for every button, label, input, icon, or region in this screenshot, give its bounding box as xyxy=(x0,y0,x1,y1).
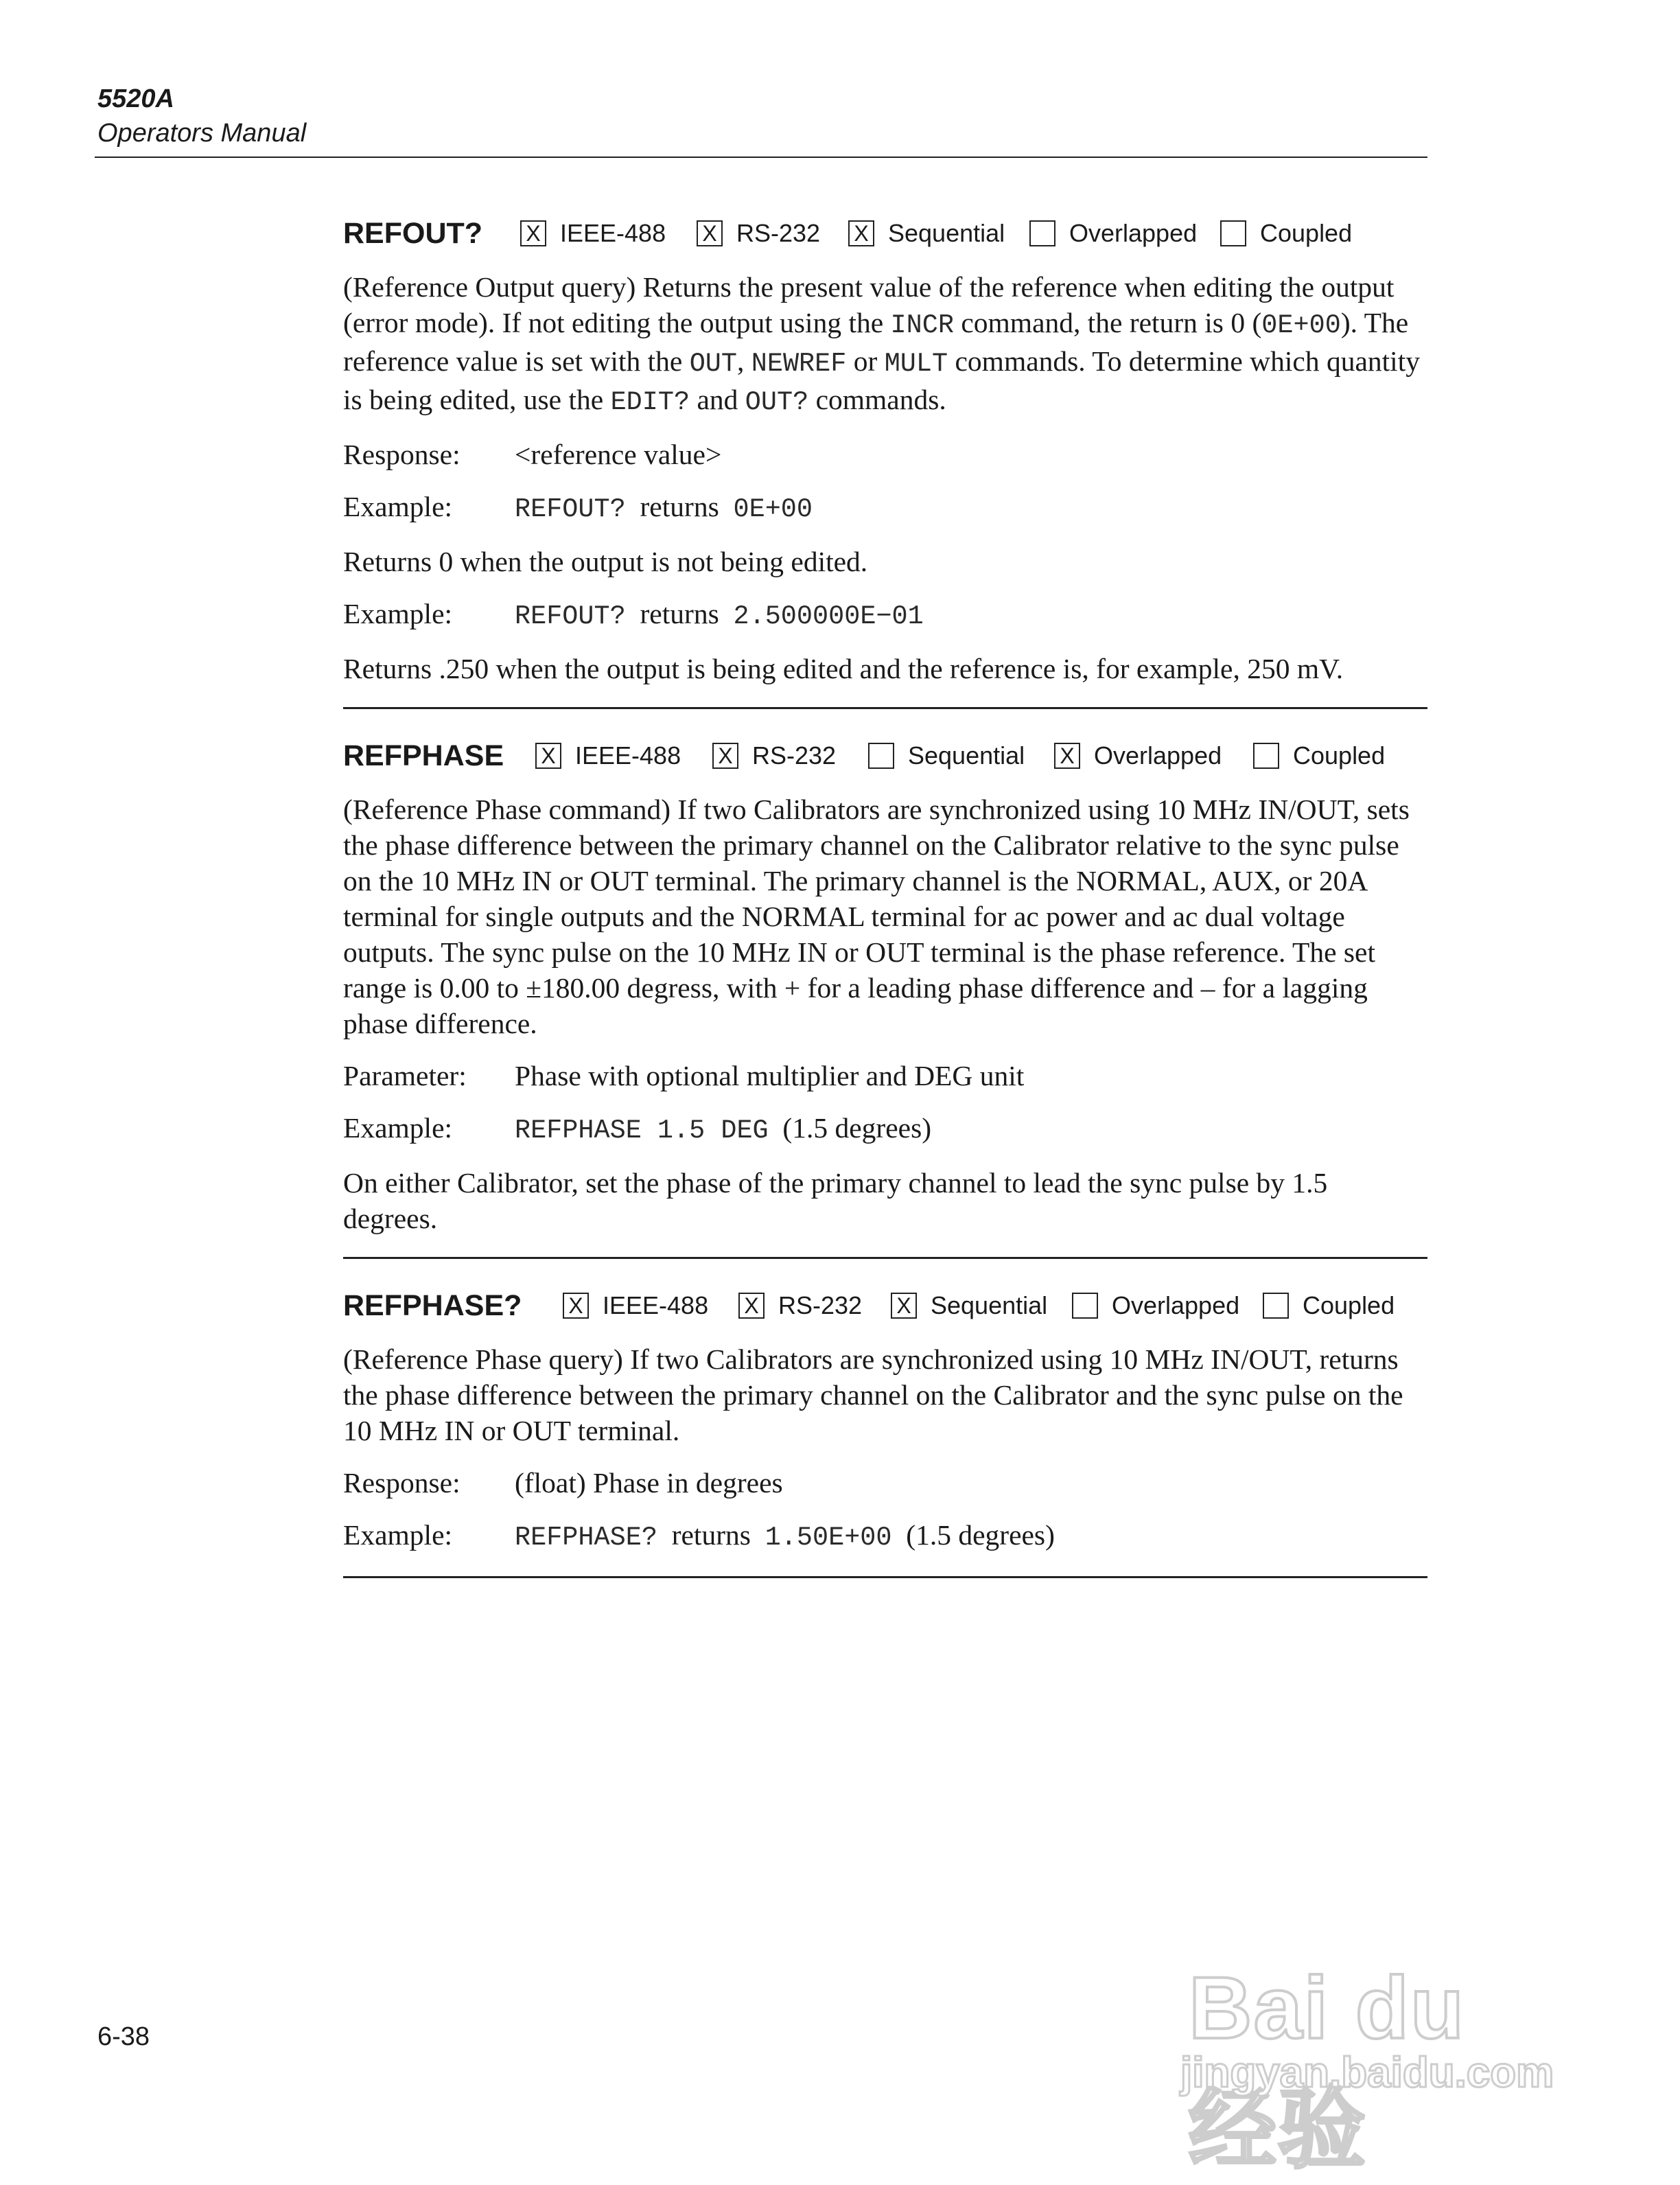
command-header xyxy=(343,214,1427,253)
example-row xyxy=(343,489,1427,527)
flag-checkbox xyxy=(1263,1293,1289,1319)
flag-checkbox: X xyxy=(535,743,561,769)
desc-text: ). The reference value is set with the xyxy=(343,307,1409,377)
example-row xyxy=(343,1517,1427,1556)
parameter-row xyxy=(343,1058,1427,1094)
flag-checkbox: X xyxy=(520,220,546,246)
desc-text: , xyxy=(737,345,751,377)
example-value xyxy=(515,1517,1427,1556)
flag-label: IEEE-488 xyxy=(575,741,681,770)
flag-label: IEEE-488 xyxy=(603,1291,709,1319)
example-code: REFOUT? xyxy=(515,601,626,632)
command-description xyxy=(343,269,1427,420)
desc-code: EDIT? xyxy=(610,387,690,417)
flag-label: RS-232 xyxy=(778,1291,863,1319)
desc-code: OUT? xyxy=(745,387,809,417)
desc-code: 0E+00 xyxy=(1261,310,1341,340)
flag-checkbox: X xyxy=(712,743,738,769)
command-name: REFPHASE xyxy=(343,739,504,772)
example-value xyxy=(515,596,1427,634)
watermark-url: jingyan.baidu.com xyxy=(1180,2049,1554,2096)
example-result: 2.500000E−01 xyxy=(733,601,924,632)
response-label: Response: xyxy=(343,1467,460,1499)
flag-overlapped xyxy=(1054,741,1253,770)
example-note: Returns .250 when the output is being edited and the reference is, for example, 250 mV. xyxy=(343,653,1344,684)
desc-code: INCR xyxy=(890,310,954,340)
desc-code: MULT xyxy=(884,349,948,379)
desc-text: and xyxy=(690,384,745,415)
command-name: REFOUT? xyxy=(343,216,483,250)
example-value xyxy=(515,489,1427,527)
flag-coupled xyxy=(1263,1291,1395,1320)
desc-text: command, the return is 0 ( xyxy=(953,307,1262,338)
example-value xyxy=(515,1110,1427,1148)
flag-checkbox xyxy=(1220,220,1246,246)
flag-coupled xyxy=(1220,219,1352,248)
flag-checkbox xyxy=(1029,220,1055,246)
flag-label: Coupled xyxy=(1260,219,1353,247)
parameter-value: Phase with optional multiplier and DEG unit xyxy=(515,1060,1025,1091)
flag-label: Overlapped xyxy=(1094,741,1222,770)
flag-checkbox xyxy=(1072,1293,1098,1319)
flag-sequential xyxy=(891,1291,1072,1320)
header-rule xyxy=(95,157,1427,158)
flag-ieee488 xyxy=(563,1291,738,1320)
flag-ieee488 xyxy=(520,219,697,248)
header-model: 5520A xyxy=(97,84,174,113)
flag-label: Coupled xyxy=(1303,1291,1395,1319)
example-code: REFOUT? xyxy=(515,494,626,524)
flag-overlapped xyxy=(1072,1291,1263,1320)
parameter-label: Parameter: xyxy=(343,1060,467,1091)
example-label: Example: xyxy=(343,1112,453,1144)
command-name: REFPHASE? xyxy=(343,1288,522,1322)
flag-sequential xyxy=(848,219,1029,248)
example-note: Returns 0 when the output is not being edited. xyxy=(343,546,868,577)
response-value: <reference value> xyxy=(515,439,722,470)
page-content xyxy=(343,214,1427,1606)
command-description: (Reference Phase command) If two Calibrators are synchronized using 10 MHz IN/OUT, sets the phase difference between the primary channel on the Calibrator relative to the sync pulse on the 10 MHz IN or OUT terminal. The primary channel is the NORMAL, AUX, or 20A terminal for single outputs and the NORMAL terminal for ac power and ac dual voltage outputs. The sync pulse on the 10 MHz IN or OUT terminal is the phase reference. The set range is 0.00 to ±180.00 degress, with + for a leading phase difference and – for a lagging phase difference. xyxy=(343,794,1410,1039)
flag-checkbox xyxy=(868,743,894,769)
flag-coupled xyxy=(1253,741,1385,770)
flag-label: Sequential xyxy=(931,1291,1048,1319)
desc-text: commands. xyxy=(808,384,946,415)
desc-code: OUT xyxy=(689,349,737,379)
example-mid: returns xyxy=(640,491,719,522)
example-after: (1.5 degrees) xyxy=(782,1112,932,1144)
flag-rs232 xyxy=(738,1291,891,1320)
command-description: (Reference Phase query) If two Calibrators are synchronized using 10 MHz IN/OUT, returns the phase difference between the primary channel on the Calibrator and the sync pulse on the 10 MHz IN or OUT terminal. xyxy=(343,1343,1403,1446)
desc-text: or xyxy=(846,345,885,377)
command-refphase xyxy=(343,737,1427,1259)
watermark xyxy=(1180,1903,1565,2179)
command-header xyxy=(343,737,1427,775)
watermark-logo: Bai du 经验 xyxy=(1189,1959,1466,2179)
desc-code: NEWREF xyxy=(751,349,847,379)
flag-checkbox: X xyxy=(738,1293,765,1319)
flag-label: Overlapped xyxy=(1112,1291,1240,1319)
flag-checkbox: X xyxy=(891,1293,917,1319)
example-label: Example: xyxy=(343,1519,453,1551)
response-row xyxy=(343,437,1427,472)
flag-label: Coupled xyxy=(1293,741,1386,770)
response-value: (float) Phase in degrees xyxy=(515,1467,783,1499)
flag-label: Overlapped xyxy=(1069,219,1198,247)
flag-ieee488 xyxy=(535,741,712,770)
example-mid: returns xyxy=(671,1519,751,1551)
flag-checkbox: X xyxy=(1054,743,1080,769)
desc-text: commands. To determine which quantity is being edited, use the xyxy=(343,345,1420,415)
flag-label: Sequential xyxy=(888,219,1005,247)
flag-rs232 xyxy=(697,219,848,248)
flag-checkbox xyxy=(1253,743,1279,769)
flag-checkbox: X xyxy=(848,220,874,246)
response-label: Response: xyxy=(343,439,460,470)
example-code: REFPHASE 1.5 DEG xyxy=(515,1115,769,1146)
flag-label: RS-232 xyxy=(752,741,837,770)
flag-overlapped xyxy=(1029,219,1220,248)
example-result: 1.50E+00 xyxy=(765,1523,892,1553)
example-label: Example: xyxy=(343,491,453,522)
flag-label: IEEE-488 xyxy=(560,219,666,247)
header-title: Operators Manual xyxy=(97,119,307,148)
example-label: Example: xyxy=(343,598,453,629)
command-header xyxy=(343,1286,1427,1325)
command-refphase-query xyxy=(343,1286,1427,1578)
flag-label: Sequential xyxy=(908,741,1025,770)
flag-checkbox: X xyxy=(563,1293,589,1319)
example-code: REFPHASE? xyxy=(515,1523,657,1553)
example-mid: returns xyxy=(640,598,719,629)
command-refout-query xyxy=(343,214,1427,709)
flag-checkbox: X xyxy=(697,220,723,246)
flag-rs232 xyxy=(712,741,868,770)
example-after: (1.5 degrees) xyxy=(906,1519,1055,1551)
page-number: 6-38 xyxy=(97,2022,150,2051)
example-row xyxy=(343,596,1427,634)
desc-text: (Reference Output query) Returns the present value of the reference when editing the output (error mode). If not editing the output using the xyxy=(343,271,1395,338)
response-row xyxy=(343,1465,1427,1501)
flag-sequential xyxy=(868,741,1054,770)
flag-label: RS-232 xyxy=(736,219,821,247)
example-result: 0E+00 xyxy=(733,494,813,524)
example-note: On either Calibrator, set the phase of the primary channel to lead the sync pulse by 1.5 degrees. xyxy=(343,1167,1328,1234)
example-row xyxy=(343,1110,1427,1148)
